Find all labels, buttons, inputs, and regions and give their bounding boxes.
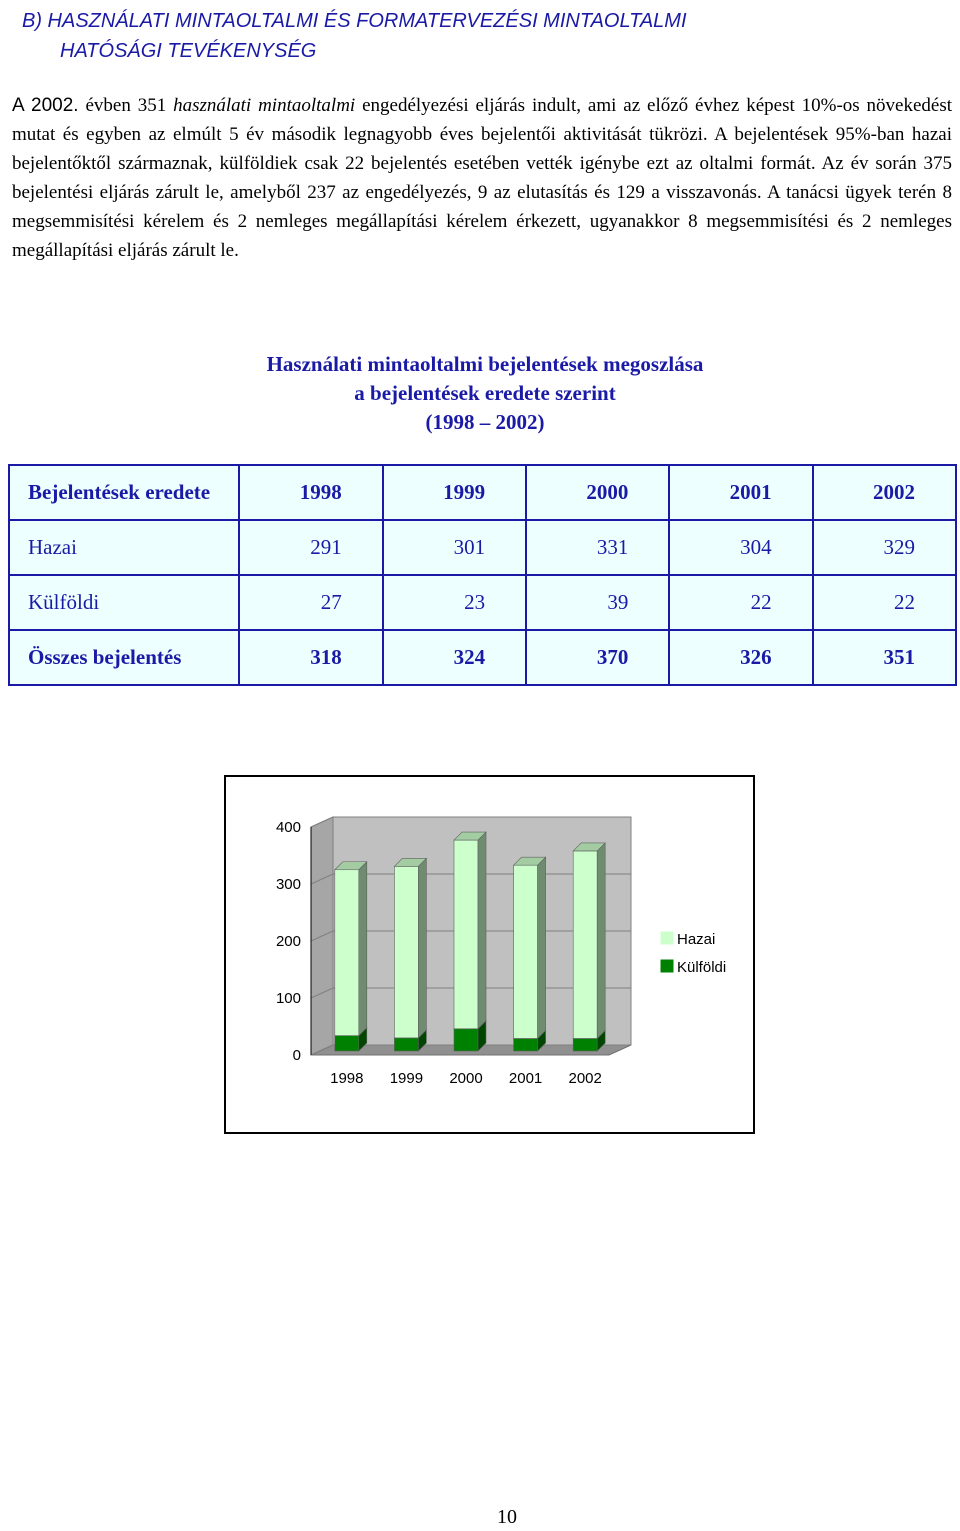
table-cell: 23 bbox=[383, 575, 526, 630]
bar-hazai bbox=[573, 851, 597, 1039]
table-header-cell: 1998 bbox=[239, 465, 382, 520]
x-tick-label: 2002 bbox=[568, 1070, 602, 1087]
table-title-line2: a bejelentések eredete szerint bbox=[354, 381, 616, 405]
table-cell: 22 bbox=[813, 575, 956, 630]
bar-hazai-side bbox=[597, 843, 605, 1039]
table-cell: 39 bbox=[526, 575, 669, 630]
section-heading bbox=[22, 6, 942, 66]
bar-kulfoldi bbox=[335, 1036, 359, 1051]
chart-frame bbox=[224, 775, 755, 1134]
bar-hazai bbox=[335, 870, 359, 1036]
x-tick-label: 2001 bbox=[508, 1070, 543, 1087]
table-cell: 324 bbox=[383, 630, 526, 685]
table-cell: Külföldi bbox=[9, 575, 239, 630]
x-tick-label: 1999 bbox=[389, 1070, 424, 1087]
table-cell: 318 bbox=[239, 630, 382, 685]
bar-hazai-side bbox=[538, 857, 546, 1038]
table-cell: 326 bbox=[669, 630, 812, 685]
bar-hazai-side bbox=[359, 862, 367, 1036]
table-cell: 351 bbox=[813, 630, 956, 685]
table-cell: 22 bbox=[669, 575, 812, 630]
table-header-cell: 1999 bbox=[383, 465, 526, 520]
bar-kulfoldi bbox=[394, 1038, 418, 1051]
bar-hazai bbox=[394, 866, 418, 1038]
table-total-row bbox=[9, 630, 956, 685]
bar-kulfoldi bbox=[454, 1029, 478, 1051]
data-table bbox=[8, 464, 957, 686]
table-row bbox=[9, 520, 956, 575]
paragraph-part1: évben 351 bbox=[78, 95, 174, 116]
table-cell: 304 bbox=[669, 520, 812, 575]
table-title-line1: Használati mintaoltalmi bejelentések megoszlása bbox=[266, 352, 704, 376]
table-cell: Hazai bbox=[9, 520, 239, 575]
table-cell: Összes bejelentés bbox=[9, 630, 239, 685]
bar-hazai bbox=[514, 865, 538, 1038]
x-tick-label: 2000 bbox=[449, 1070, 483, 1087]
table-header-cell: Bejelentések eredete bbox=[9, 465, 239, 520]
table-cell: 27 bbox=[239, 575, 382, 630]
legend-swatch bbox=[661, 932, 673, 944]
y-tick-label: 0 bbox=[292, 1047, 301, 1064]
table-cell: 370 bbox=[526, 630, 669, 685]
paragraph-part2: engedélyezési eljárás indult, ami az előző évhez képest 10%-os növekedést mutat és egyben az elmúlt 5 év második legnagyobb éves bejelentői aktivitását tükrözi. A bejelentések 95%-ban hazai bejelentőktől származnak, külföldiek csak 22 bejelentés esetében vették igénybe ezt az oltalmi formát. Az év során 375 bejelentési eljárás zárult le, amelyből 237 az engedélyezés, 9 az elutasítás és 129 a visszavonás. A tanácsi ügyek terén 8 megsemmisítési kérelem és 2 nemleges megállapítási kérelem érkezett, ugyanakkor 8 megsemmisítési és 2 nemleges megállapítási eljárás zárult le. bbox=[12, 95, 953, 261]
table-row bbox=[9, 575, 956, 630]
body-paragraph bbox=[12, 91, 952, 265]
table-title bbox=[0, 350, 960, 437]
y-tick-label: 400 bbox=[275, 819, 301, 836]
x-tick-label: 1998 bbox=[330, 1070, 364, 1087]
table-header-cell: 2001 bbox=[669, 465, 812, 520]
bar-hazai bbox=[454, 840, 478, 1029]
bar-hazai-side bbox=[418, 858, 426, 1038]
legend-swatch bbox=[661, 960, 673, 972]
bar-hazai-side bbox=[478, 832, 486, 1029]
table-cell: 301 bbox=[383, 520, 526, 575]
table-cell: 329 bbox=[813, 520, 956, 575]
paragraph-italic: használati mintaoltalmi bbox=[173, 95, 356, 116]
paragraph-lead: A 2002. bbox=[12, 95, 79, 116]
bar-kulfoldi bbox=[514, 1038, 538, 1051]
table-header-cell: 2000 bbox=[526, 465, 669, 520]
table-header-row bbox=[9, 465, 956, 520]
legend-label: Külföldi bbox=[677, 959, 727, 976]
page-number: 10 bbox=[497, 1506, 517, 1528]
y-tick-label: 200 bbox=[275, 933, 301, 950]
section-heading-line2: HATÓSÁGI TEVÉKENYSÉG bbox=[60, 40, 317, 62]
legend-label: Hazai bbox=[677, 931, 716, 948]
table-title-line3: (1998 – 2002) bbox=[425, 410, 545, 434]
stacked-bar-chart bbox=[226, 777, 753, 1132]
y-tick-label: 100 bbox=[275, 990, 301, 1007]
y-tick-label: 300 bbox=[275, 876, 301, 893]
section-heading-line1: B) HASZNÁLATI MINTAOLTALMI ÉS FORMATERVEZÉSI MINTAOLTALMI bbox=[22, 10, 687, 32]
table-cell: 291 bbox=[239, 520, 382, 575]
table-cell: 331 bbox=[526, 520, 669, 575]
table-header-cell: 2002 bbox=[813, 465, 956, 520]
bar-kulfoldi bbox=[573, 1038, 597, 1051]
